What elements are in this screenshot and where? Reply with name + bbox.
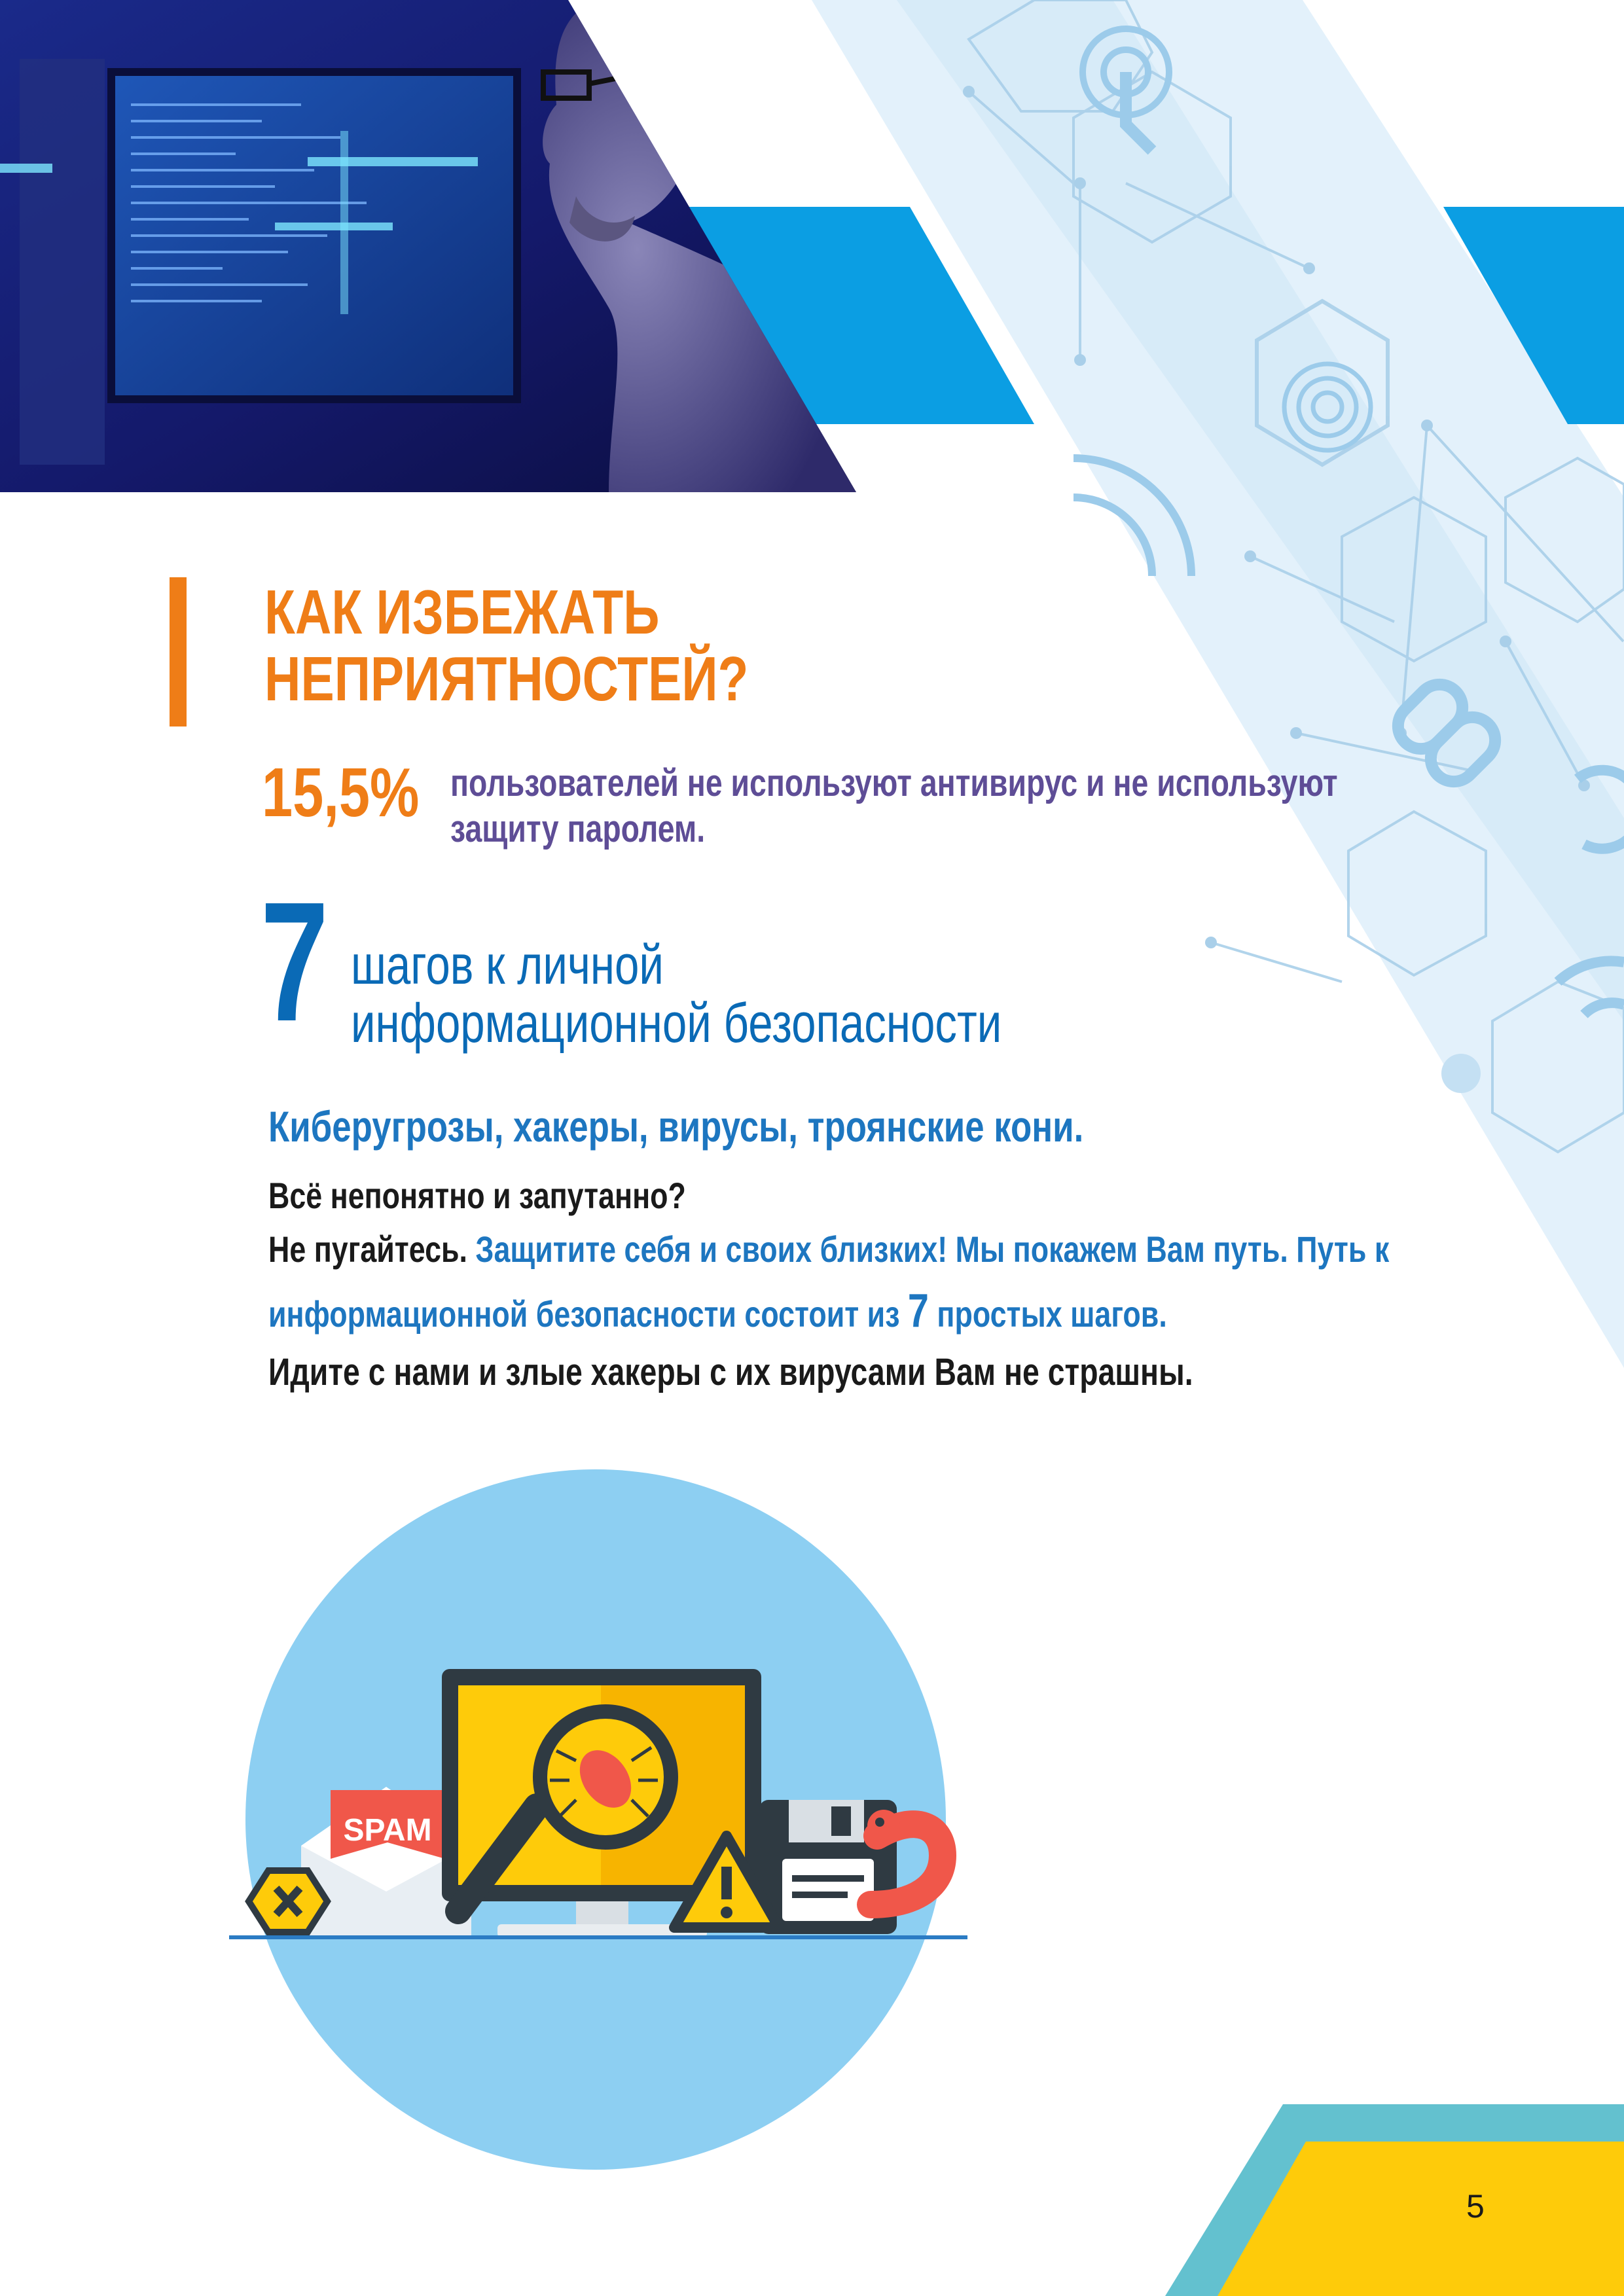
stat-percentage: 15,5% <box>262 754 420 831</box>
intro-protect-part-2: информационной безопасности состоит из <box>268 1293 900 1335</box>
spam-label: SPAM <box>343 1813 432 1848</box>
close-icon <box>249 1871 327 1932</box>
steps-title-line-1: шагов к личной <box>351 934 664 996</box>
cyber-threat-illustration <box>229 1469 967 2170</box>
heading-line-1: КАК ИЗБЕЖАТЬ <box>264 577 660 647</box>
intro-question: Всё непонятно и запутанно? <box>268 1175 686 1216</box>
stat-description-line-1: пользователей не используют антивирус и не используют <box>450 762 1338 804</box>
steps-title <box>351 936 1346 1052</box>
intro-protect-part-1: Защитите себя и своих близких! Мы покажем Вам путь. Путь к <box>475 1229 1390 1270</box>
stat-description-line-2: защиту паролем. <box>450 807 706 850</box>
intro-protect-number: 7 <box>907 1284 929 1337</box>
intro-body <box>268 1169 1624 1346</box>
page-heading <box>264 579 998 713</box>
heading-accent-bar <box>170 577 187 726</box>
intro-protect-part-3: простых шагов. <box>937 1293 1167 1335</box>
intro-lead: Киберугрозы, хакеры, вирусы, троянские кони. <box>268 1102 1084 1151</box>
gear-icon <box>1441 1054 1481 1093</box>
steps-count: 7 <box>261 867 329 1057</box>
page-number: 5 <box>1466 2188 1485 2225</box>
heading-line-2: НЕПРИЯТНОСТЕЙ? <box>264 643 749 714</box>
intro-dont-worry: Не пугайтесь. <box>268 1229 467 1270</box>
intro-protect-line-2 <box>268 1277 1624 1346</box>
steps-title-line-2: информационной безопасности <box>351 992 1002 1054</box>
intro-protect-line-1 <box>268 1223 1624 1276</box>
intro-final: Идите с нами и злые хакеры с их вирусами Вам не страшны. <box>268 1351 1193 1393</box>
stat-description <box>450 761 1445 852</box>
